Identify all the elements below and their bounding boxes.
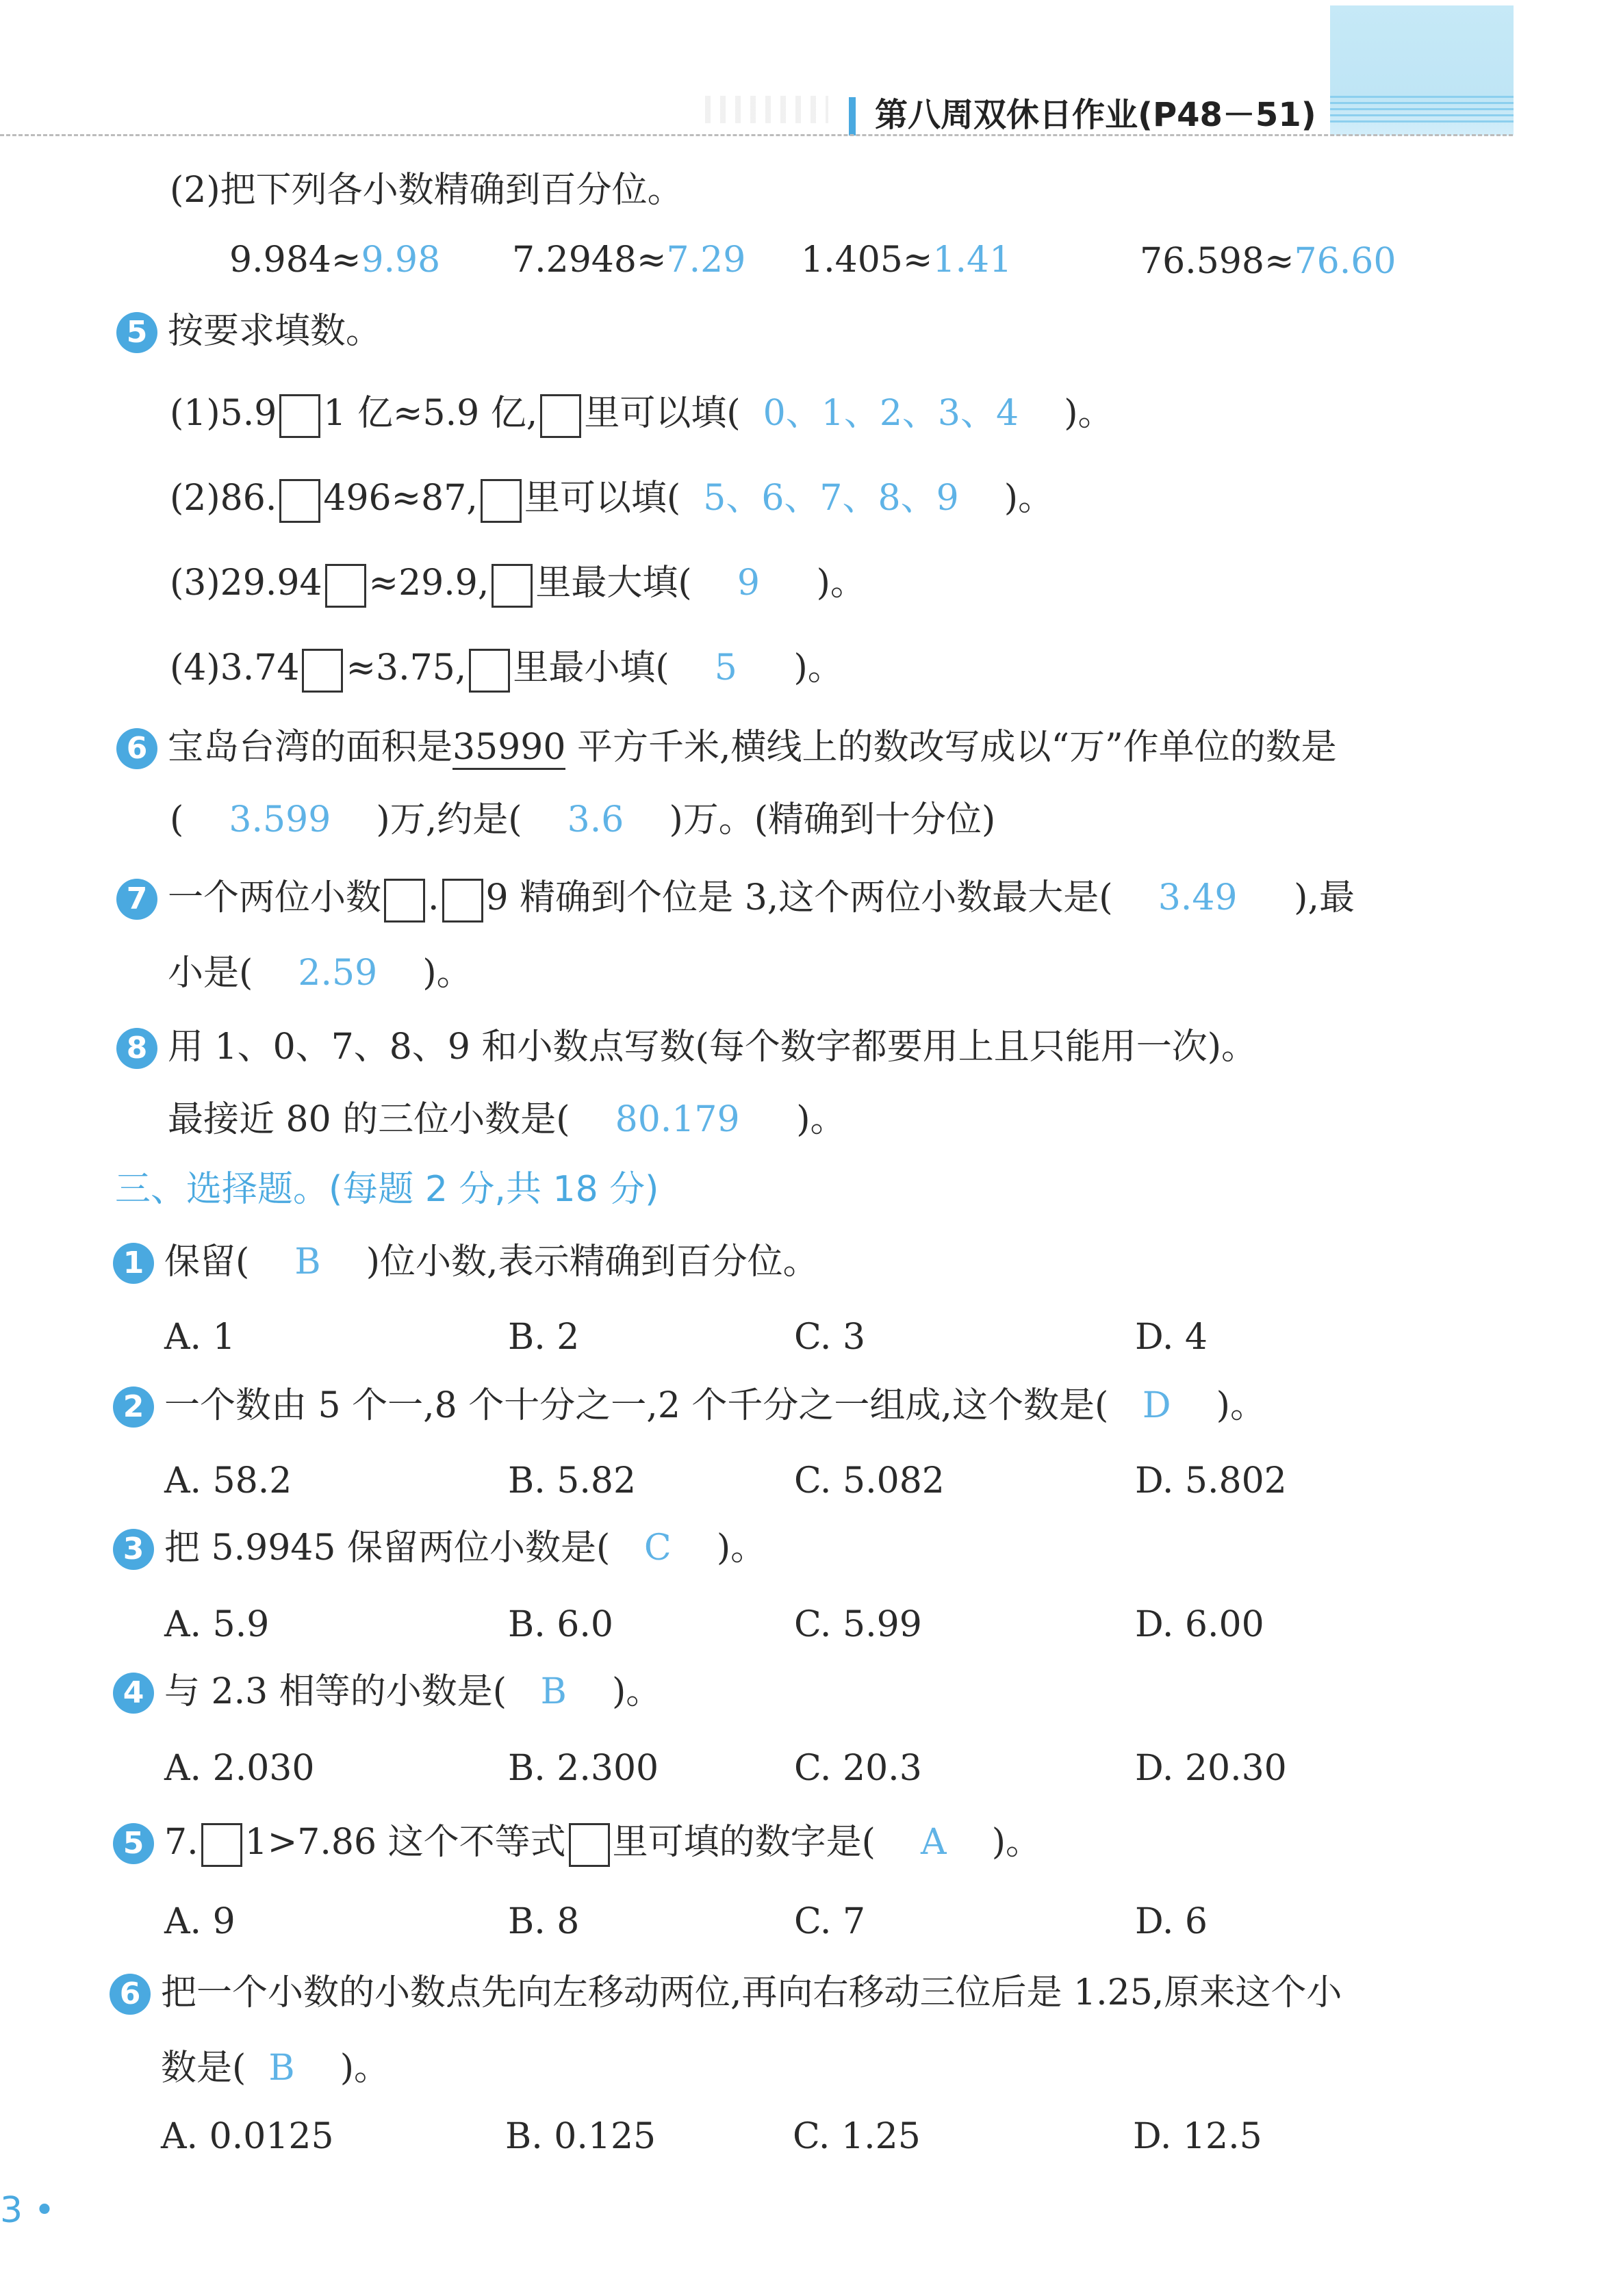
mc5-option-b: B. 8 [508, 1901, 580, 1942]
faint-watermark [705, 96, 828, 123]
blank-box [325, 564, 366, 608]
question-number-badge: 2 [113, 1386, 154, 1428]
q4-2-item-1: 9.984≈9.98 [229, 240, 441, 281]
page-number: 3 • [0, 2190, 55, 2231]
q5-title: 按要求填数。 [168, 311, 382, 352]
mc1-option-d: D. 4 [1135, 1317, 1208, 1358]
mc4-option-d: D. 20.30 [1135, 1748, 1287, 1789]
mc4-option-b: B. 2.300 [508, 1748, 659, 1789]
mc4-stem: 与 2.3 相等的小数是( B )。 [164, 1671, 662, 1712]
mc3-stem: 把 5.9945 保留两位小数是( C )。 [164, 1527, 767, 1569]
page-header-title: 第八周双休日作业(P48－51) [875, 96, 1316, 134]
mc3-option-a: A. 5.9 [164, 1604, 270, 1645]
blank-box [569, 1823, 610, 1867]
q5-part-3: (3)29.94 ≈29.9, 里最大填( 9 )。 [170, 561, 866, 608]
question-number-badge: 5 [113, 1823, 154, 1864]
blank-box [279, 479, 320, 523]
mc2-option-c: C. 5.082 [794, 1460, 945, 1501]
q7-line-1: 一个两位小数 . 9 精确到个位是 3,这个两位小数最大是( 3.49 ),最 [168, 876, 1355, 923]
section-3-title: 三、选择题。(每题 2 分,共 18 分) [115, 1169, 659, 1210]
mc1-option-b: B. 2 [508, 1317, 580, 1358]
q8-line-1: 用 1、0、7、8、9 和小数点写数(每个数字都要用上且只能用一次)。 [168, 1027, 1258, 1068]
header-stripes [1330, 96, 1514, 123]
q6-line-1: 宝岛台湾的面积是35990 平方千米,横线上的数改写成以“万”作单位的数是 [168, 725, 1337, 769]
q5-part-4: (4)3.74 ≈3.75, 里最小填( 5 )。 [170, 646, 843, 693]
blank-box [442, 879, 483, 923]
q5-part-1: (1)5.9 1 亿≈5.9 亿, 里可以填( 0、1、2、3、4 )。 [170, 391, 1114, 438]
question-number-badge: 6 [110, 1974, 151, 2015]
blank-box [201, 1823, 242, 1867]
blank-box [481, 479, 522, 523]
mc1-option-a: A. 1 [164, 1317, 235, 1358]
blank-box [469, 649, 510, 693]
mc6-stem-line-1: 把一个小数的小数点先向左移动两位,再向右移动三位后是 1.25,原来这个小 [161, 1972, 1342, 2013]
question-number-badge: 8 [116, 1028, 157, 1069]
mc5-stem: 7. 1>7.86 这个不等式 里可填的数字是( A )。 [164, 1820, 1041, 1867]
question-number-badge: 7 [116, 879, 157, 920]
mc4-option-c: C. 20.3 [794, 1748, 922, 1789]
mc6-option-b: B. 0.125 [505, 2116, 656, 2157]
q4-2-item-4: 76.598≈76.60 [1140, 241, 1396, 282]
q5-part-2: (2)86. 496≈87, 里可以填( 5、6、7、8、9 )。 [170, 476, 1054, 523]
q4-2-text: (2)把下列各小数精确到百分位。 [170, 170, 683, 211]
mc1-stem: 保留( B )位小数,表示精确到百分位。 [164, 1241, 819, 1282]
blank-box [302, 649, 343, 693]
mc5-option-a: A. 9 [164, 1901, 235, 1942]
mc2-option-d: D. 5.802 [1135, 1460, 1287, 1501]
mc6-option-a: A. 0.0125 [161, 2116, 334, 2157]
question-number-badge: 4 [113, 1673, 154, 1714]
question-number-badge: 1 [113, 1243, 154, 1284]
mc6-option-d: D. 12.5 [1133, 2116, 1262, 2157]
q6-line-2: ( 3.599 )万,约是( 3.6 )万。(精确到十分位) [170, 799, 996, 840]
blank-box [540, 394, 581, 438]
mc3-option-d: D. 6.00 [1135, 1604, 1264, 1645]
mc5-option-d: D. 6 [1135, 1901, 1208, 1942]
header-divider [0, 134, 1513, 136]
mc6-option-c: C. 1.25 [793, 2116, 921, 2157]
q7-line-2: 小是( 2.59 )。 [168, 953, 472, 994]
mc5-option-c: C. 7 [794, 1901, 866, 1942]
q4-2-item-3: 1.405≈1.41 [801, 240, 1012, 281]
header-accent-bar [849, 97, 856, 136]
mc3-option-b: B. 6.0 [508, 1604, 613, 1645]
blank-box [492, 564, 533, 608]
mc3-option-c: C. 5.99 [794, 1604, 922, 1645]
mc2-option-b: B. 5.82 [508, 1460, 637, 1501]
blank-box [279, 394, 320, 438]
blank-box [384, 879, 425, 923]
mc4-option-a: A. 2.030 [164, 1748, 315, 1789]
question-number-badge: 6 [116, 728, 157, 769]
q8-line-2: 最接近 80 的三位小数是( 80.179 )。 [168, 1099, 846, 1140]
q4-2-item-2: 7.2948≈7.29 [512, 240, 746, 281]
mc2-option-a: A. 58.2 [164, 1460, 292, 1501]
mc6-stem-line-2: 数是( B )。 [161, 2048, 390, 2089]
mc2-stem: 一个数由 5 个一,8 个十分之一,2 个千分之一组成,这个数是( D )。 [164, 1385, 1266, 1426]
mc1-option-c: C. 3 [794, 1317, 866, 1358]
question-number-badge: 3 [113, 1529, 154, 1570]
question-number-badge: 5 [116, 312, 157, 353]
